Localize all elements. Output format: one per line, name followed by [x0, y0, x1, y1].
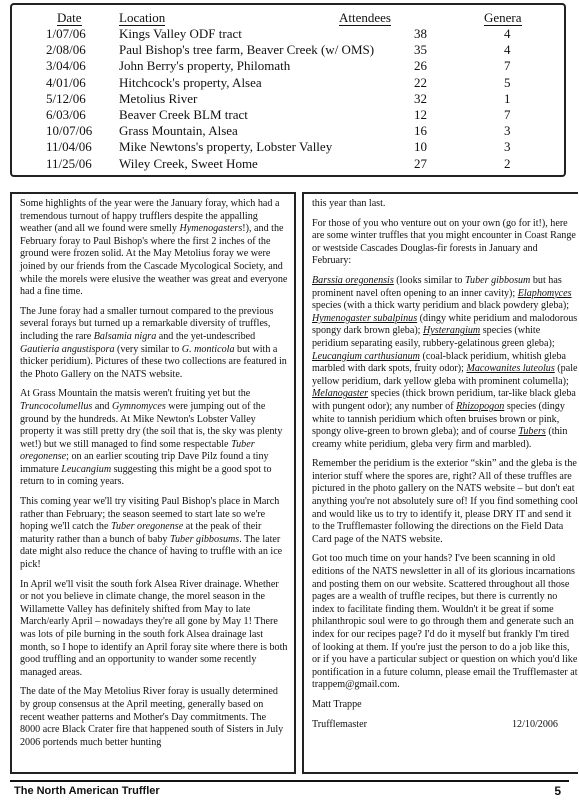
table-row	[12, 107, 564, 123]
row-genera: 7	[504, 106, 511, 122]
row-location: Metolius River	[119, 90, 198, 106]
paragraph: At Grass Mountain the matsis weren't fruiting yet but the Truncocolumellus and Gymnomyces were jumping out of the ground by the hundreds. At Mike Newton's Lobster Valley property it was still pretty dry (the soil that is, the sky was plenty wet!) but we still managed to find some respectable Tuber oregonense; on an earlier scouting trip Dave Pilz found a tiny immature Leucangium suggesting this might be a good spot to return to in coming years.	[20, 388, 283, 488]
table-row	[12, 139, 564, 155]
table-row	[12, 42, 564, 58]
table-row	[12, 26, 564, 42]
row-date: 11/25/06	[46, 155, 92, 171]
row-attendees: 27	[414, 155, 427, 171]
row-attendees: 16	[414, 123, 427, 139]
row-location: Grass Mountain, Alsea	[119, 123, 238, 139]
row-date: 3/04/06	[46, 58, 86, 74]
row-location: Beaver Creek BLM tract	[119, 106, 248, 122]
row-date: 6/03/06	[46, 106, 86, 122]
page-footer	[0, 780, 579, 800]
page-number: 5	[554, 784, 561, 798]
row-genera: 7	[504, 58, 511, 74]
table-row	[12, 91, 564, 107]
row-attendees: 22	[414, 74, 427, 90]
left-column	[10, 192, 296, 774]
row-genera: 3	[504, 139, 511, 155]
right-column	[302, 192, 578, 774]
newsletter-title: The North American Truffler	[14, 785, 160, 797]
footer-rule	[10, 780, 569, 782]
row-date: 10/07/06	[46, 123, 93, 139]
row-location: Paul Bishop's tree farm, Beaver Creek (w/ OMS)	[119, 42, 375, 58]
paragraph: For those of you who venture out on your own (go for it!), here are some winter truffles that you might encounter in Coast Range or westside Cascades Douglas-fir forests in January and February:	[312, 217, 576, 267]
row-genera: 4	[504, 42, 511, 58]
row-location: Wiley Creek, Sweet Home	[119, 155, 258, 171]
row-location: John Berry's property, Philomath	[119, 58, 291, 74]
signature-date: 12/10/2006	[512, 718, 558, 730]
paragraph: The June foray had a smaller turnout compared to the previous several forays but turned up a remarkable diversity of truffles, including the rare Balsamia nigra and the yet-undescribed Gautieria angustispora (very similar to G. monticola but with a thicker peridium). Pictures of these two collections are featured in the Photo Gallery on the NATS website.	[20, 305, 287, 380]
paragraph: This coming year we'll try visiting Paul Bishop's place in March rather than February; the season seemed to start late so we're hoping we'll catch the Tuber oregonense at the peak of their maturity rather than a bunch of baby Tuber gibbosums. The later date might also reduce the chance of having to truffle with an ice pick!	[20, 496, 283, 571]
row-genera: 1	[504, 90, 511, 106]
row-attendees: 12	[414, 106, 427, 122]
row-date: 2/08/06	[46, 42, 86, 58]
paragraph: In April we'll visit the south fork Alsea River drainage. Whether or not you believe in climate change, the morel season in the Willamette Valley has definitely shifted from May to late March/early April – nowadays they're all gone by May 1! There was lots of pile burning in the south fork Alsea drainage last month, so I hope to identify an April foray site where there is both good truffling and an opportunity to wander some recently managed areas.	[20, 578, 288, 678]
header-location: Location	[119, 10, 166, 25]
table-row	[12, 156, 564, 172]
signature-title: Trufflemaster	[312, 718, 367, 730]
header-attendees: Attendees	[339, 10, 391, 25]
table-row	[12, 58, 564, 74]
table-row	[12, 75, 564, 91]
row-date: 11/04/06	[46, 139, 92, 155]
header-genera: Genera	[484, 10, 522, 25]
row-attendees: 32	[414, 90, 427, 106]
paragraph: Some highlights of the year were the January foray, which had a tremendous turnout of happy trufflers despite the appalling weather (and all we found were smelly Hymenogasters!), and the February foray to Paul Bishop's where the first 2 inches of the ground were frozen solid. At the May Metolius foray we were joined by our friends from the Cascade Mycological Society, and while the morels were elusive the weather was great and everyone had a fine time.	[20, 198, 288, 298]
row-genera: 3	[504, 123, 511, 139]
table-row	[12, 123, 564, 139]
row-location: Mike Newtons's property, Lobster Valley	[119, 139, 333, 155]
row-attendees: 35	[414, 42, 427, 58]
signature: Matt Trappe	[312, 698, 362, 710]
row-attendees: 26	[414, 58, 427, 74]
truffle-list: Barssia oregonensis (looks similar to Tuber gibbosum but has prominent navel often opening to an inner cavity); Elaphomyces species (with a thick warty peridium and black powdery gleba); Hymenogaster subalpinus (dingy white peridium and malodorous spongy dark brown gleba); Hysterangium species (white peridium separating easily, rubbery-gelatinous green gleba); Leucangium carthusianum (coal-black peridium, whitish gleba marbled with dark spots, fruity odor); Macowanites luteolus (pale yellow peridium, dark yellow gleba with prominent columella); Melanogaster species (thick brown peridium, tar-like black gleba with pungent odor); any number of Rhizopogon species (dingy white to tannish peridium which often bruises brown or pink, spongy olive-green to brown gleba); and of course Tubers (thin creamy white peridium, gleba very firm and marbled).	[312, 274, 578, 450]
row-attendees: 38	[414, 26, 427, 41]
row-location: Kings Valley ODF tract	[119, 26, 242, 41]
signature-line	[312, 719, 578, 733]
row-date: 4/01/06	[46, 74, 86, 90]
paragraph: this year than last.	[312, 198, 386, 209]
paragraph: Remember the peridium is the exterior “skin” and the gleba is the interior stuff where the spores are, right? All of these truffles are pictured in the photo gallery on the NATS website – but don't eat anything you're not absolutely sure of! If you find something cool and would like us to try to identify it, please DRY IT and send it to the Trufflemaster following the directions on the Field Data Card page of the NATS website.	[312, 458, 578, 545]
row-genera: 2	[504, 155, 511, 171]
foray-table	[10, 3, 566, 177]
paragraph: The date of the May Metolius River foray is usually determined by group consensus at the April meeting, generally based on recent weather patterns and Mother's Day commitments. The 8000 acre Black Crater fire that happened south of Sisters in July 2006 portends much better hunting	[20, 686, 284, 748]
table-body	[12, 26, 564, 172]
paragraph: Got too much time on your hands? I've been scanning in old editions of the NATS newsletter in all of its glorious incarnations and posting them on our website. Scattered throughout all those pages are a wealth of truffle recipes, but there is currently no index to facilitate finding them. Wouldn't it be great if some philanthropic soul were to go through them and generate such an index for our recipes page? I'd do it myself but frankly I'm tired of looking at them. If you're just the person to do a job like this, or if you have a particular subject or question on which you'd like pontification in a future column, please email the Trufflemaster at trappem@gmail.com.	[312, 553, 578, 691]
row-genera: 4	[504, 26, 511, 41]
header-date: Date	[57, 10, 82, 25]
row-genera: 5	[504, 74, 511, 90]
row-date: 5/12/06	[46, 90, 86, 106]
row-attendees: 10	[414, 139, 427, 155]
row-location: Hitchcock's property, Alsea	[119, 74, 262, 90]
row-date: 1/07/06	[46, 26, 86, 41]
